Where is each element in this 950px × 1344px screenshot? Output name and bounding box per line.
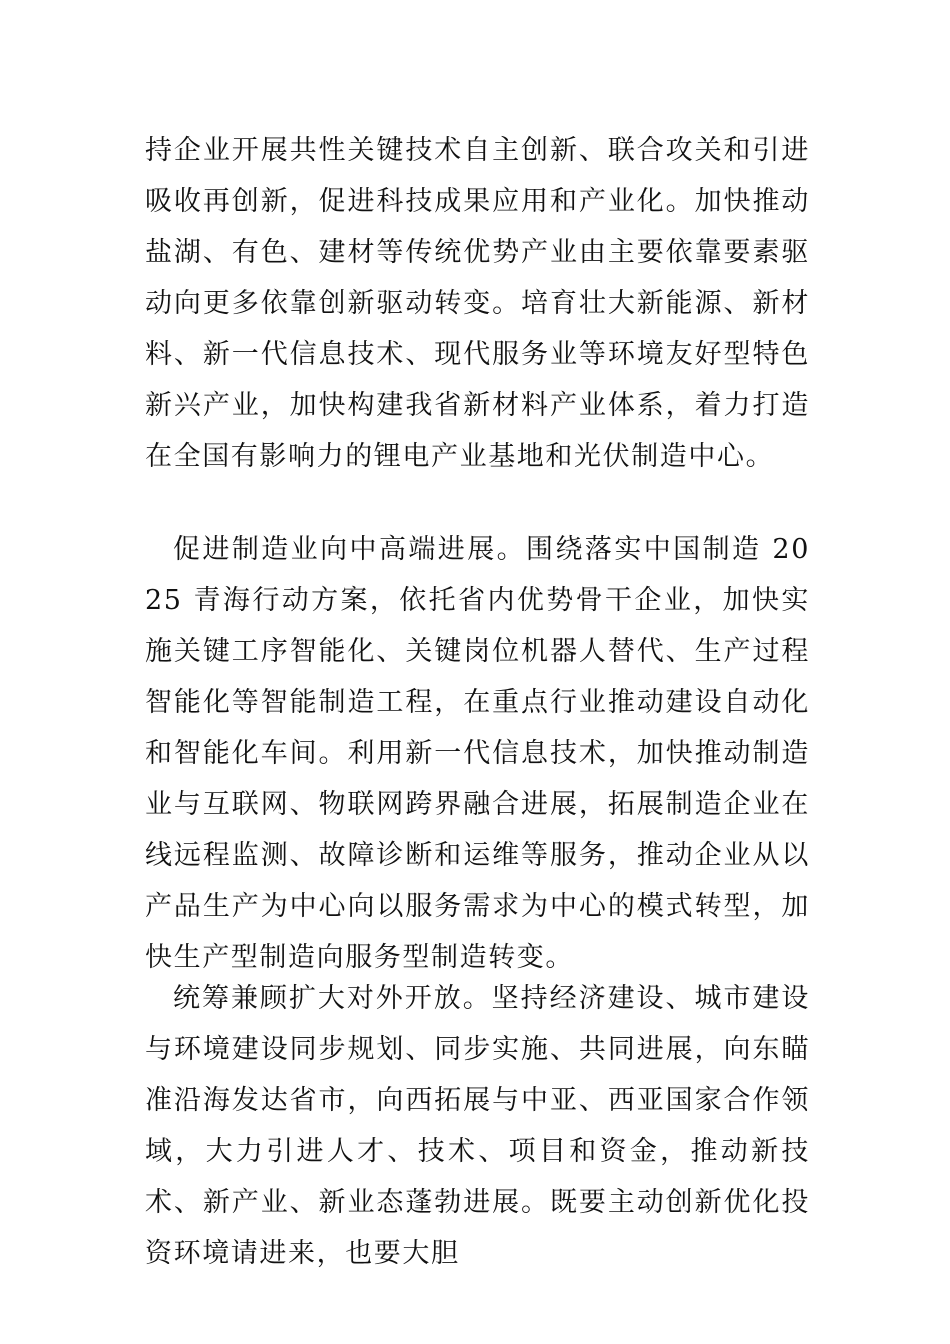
paragraph-2: 促进制造业向中高端进展。围绕落实中国制造 2025 青海行动方案，依托省内优势骨干企业，加快实施关键工序智能化、关键岗位机器人替代、生产过程智能化等智能制造工程，在重点行业推动建设自动化和智能化车间。利用新一代信息技术，加快推动制造业与互联网、物联网跨界融合进展，拓展制造企业在线远程监测、故障诊断和运维等服务，推动企业从以产品生产为中心向以服务需求为中心的模式转型，加快生产型制造向服务型制造转变。 [145,534,810,973]
paragraph-3: 统筹兼顾扩大对外开放。坚持经济建设、城市建设与环境建设同步规划、同步实施、共同进展，向东瞄准沿海发达省市，向西拓展与中亚、西亚国家合作领域，大力引进人才、技术、项目和资金，推动新技术、新产业、新业态蓬勃进展。既要主动创新优化投资环境请进来，也要大胆 [145,983,810,1269]
paragraph-1: 持企业开展共性关键技术自主创新、联合攻关和引进吸收再创新，促进科技成果应用和产业化。加快推动盐湖、有色、建材等传统优势产业由主要依靠要素驱动向更多依靠创新驱动转变。培育壮大新能源、新材料、新一代信息技术、现代服务业等环境友好型特色新兴产业，加快构建我省新材料产业体系，着力打造在全国有影响力的锂电产业基地和光伏制造中心。 [145,135,810,472]
